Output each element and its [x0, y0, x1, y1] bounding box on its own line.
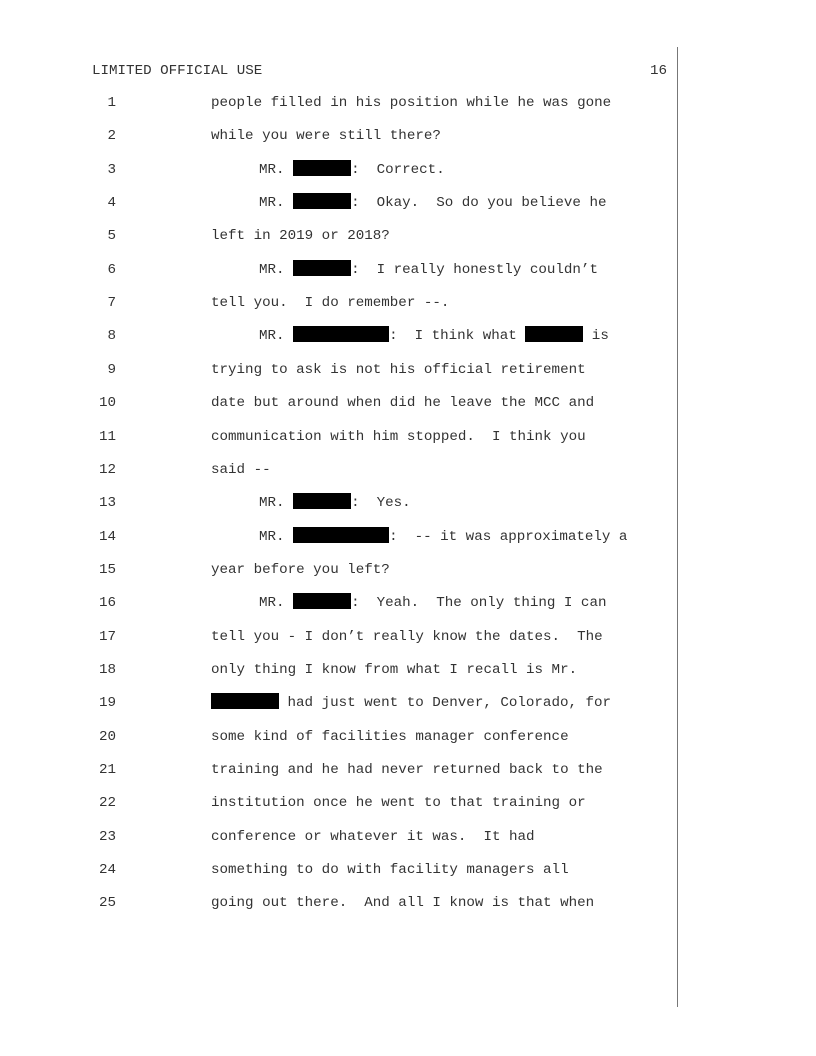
line-number: 21	[98, 762, 116, 778]
line-text	[211, 760, 603, 780]
text-segment: MR.	[259, 529, 294, 545]
line-text	[211, 627, 603, 647]
redaction-box	[293, 260, 351, 276]
line-text	[211, 427, 586, 447]
line-number: 6	[107, 262, 116, 278]
line-text	[211, 126, 441, 146]
text-segment: trying to ask is not his official retirement	[211, 362, 586, 378]
text-segment: MR.	[259, 495, 294, 511]
text-segment: tell you - I don’t really know the dates. The	[211, 629, 603, 645]
line-number: 3	[107, 162, 116, 178]
text-segment: people filled in his position while he was gone	[211, 95, 612, 111]
line-number: 22	[98, 795, 116, 811]
line-number: 20	[98, 729, 116, 745]
line-text	[211, 693, 611, 713]
line-number: 24	[98, 862, 116, 878]
line-number: 2	[107, 128, 116, 144]
line-number: 4	[107, 195, 116, 211]
line-text	[259, 193, 606, 213]
text-segment: : Correct.	[351, 162, 445, 178]
line-text	[259, 593, 606, 613]
line-text	[211, 293, 449, 313]
text-segment: left in 2019 or 2018?	[211, 228, 390, 244]
line-number: 8	[107, 328, 116, 344]
text-segment: MR.	[259, 162, 294, 178]
line-text	[211, 226, 390, 246]
text-segment: had just went to Denver, Colorado, for	[279, 695, 612, 711]
line-number: 16	[98, 595, 116, 611]
line-number: 14	[98, 529, 116, 545]
line-text	[259, 527, 627, 547]
text-segment: date but around when did he leave the MCC and	[211, 395, 595, 411]
text-segment: : Yes.	[351, 495, 411, 511]
line-number: 19	[98, 695, 116, 711]
text-segment: : Okay. So do you believe he	[351, 195, 607, 211]
line-text	[211, 460, 271, 480]
redaction-box	[525, 326, 583, 342]
line-text	[211, 360, 586, 380]
line-number: 15	[98, 562, 116, 578]
line-text	[211, 893, 594, 913]
line-text	[211, 827, 535, 847]
line-text	[259, 160, 445, 180]
text-segment: is	[583, 328, 609, 344]
line-number: 7	[107, 295, 116, 311]
line-text	[211, 393, 594, 413]
line-text	[259, 493, 411, 513]
text-segment: : I think what	[389, 328, 526, 344]
text-segment: : Yeah. The only thing I can	[351, 595, 607, 611]
line-number: 18	[98, 662, 116, 678]
line-text	[259, 326, 609, 346]
line-text	[211, 793, 586, 813]
text-segment: communication with him stopped. I think you	[211, 429, 586, 445]
text-segment: MR.	[259, 595, 294, 611]
line-number: 17	[98, 629, 116, 645]
text-segment: only thing I know from what I recall is Mr.	[211, 662, 578, 678]
text-segment: tell you. I do remember --.	[211, 295, 450, 311]
text-segment: said --	[211, 462, 271, 478]
line-text	[259, 260, 598, 280]
line-number: 23	[98, 829, 116, 845]
line-number: 9	[107, 362, 116, 378]
line-number: 10	[98, 395, 116, 411]
line-number: 5	[107, 228, 116, 244]
redaction-box	[293, 193, 351, 209]
text-segment: : I really honestly couldn’t	[351, 262, 598, 278]
line-number: 13	[98, 495, 116, 511]
redaction-box	[293, 326, 389, 342]
line-text	[211, 860, 569, 880]
text-segment: MR.	[259, 328, 294, 344]
line-text	[211, 660, 577, 680]
classification-marking: LIMITED OFFICIAL USE	[92, 63, 263, 79]
text-segment: : -- it was approximately a	[389, 529, 628, 545]
text-segment: conference or whatever it was. It had	[211, 829, 535, 845]
text-segment: MR.	[259, 195, 294, 211]
text-segment: year before you left?	[211, 562, 390, 578]
text-segment: institution once he went to that training or	[211, 795, 586, 811]
right-margin-rule	[677, 47, 678, 1007]
line-number: 11	[98, 429, 116, 445]
line-number: 1	[107, 95, 116, 111]
text-segment: some kind of facilities manager conference	[211, 729, 569, 745]
line-text	[211, 93, 611, 113]
line-text	[211, 727, 569, 747]
line-number: 25	[98, 895, 116, 911]
line-number: 12	[98, 462, 116, 478]
page-number: 16	[649, 63, 667, 79]
text-segment: going out there. And all I know is that when	[211, 895, 595, 911]
text-segment: MR.	[259, 262, 294, 278]
redaction-box	[293, 493, 351, 509]
redaction-box	[293, 527, 389, 543]
redaction-box	[293, 160, 351, 176]
line-text	[211, 560, 390, 580]
text-segment: while you were still there?	[211, 128, 441, 144]
redaction-box	[293, 593, 351, 609]
redaction-box	[211, 693, 279, 709]
text-segment: something to do with facility managers all	[211, 862, 569, 878]
text-segment: training and he had never returned back to the	[211, 762, 603, 778]
